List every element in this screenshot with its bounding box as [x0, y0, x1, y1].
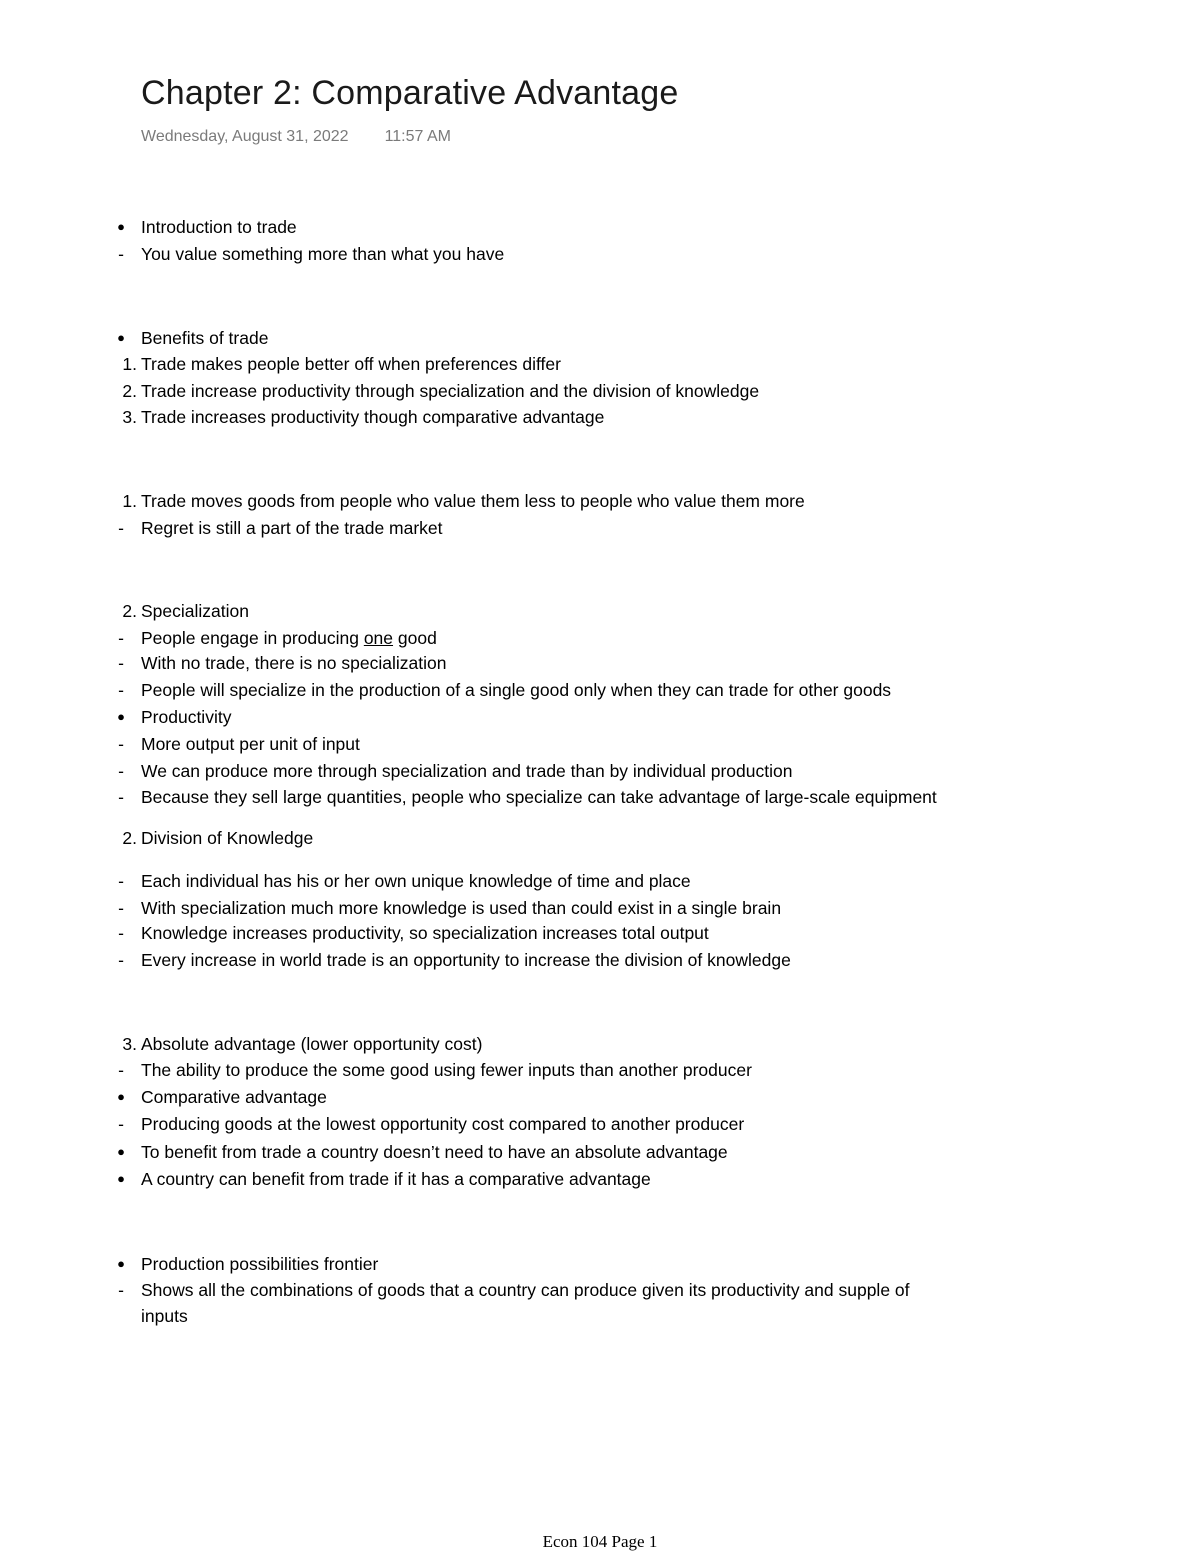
dash-marker: - [118, 680, 124, 700]
note-text: Trade increases productivity though comparative advantage [141, 407, 605, 427]
dash-marker: - [118, 923, 124, 943]
note-line [117, 327, 269, 349]
note-text: Regret is still a part of the trade market [141, 518, 443, 538]
dash-marker: - [118, 628, 124, 648]
note-text: good [393, 628, 437, 648]
note-line [118, 627, 437, 649]
dash-marker: - [118, 950, 124, 970]
note-text: Producing goods at the lowest opportunity cost compared to another producer [141, 1114, 745, 1134]
note-text: Trade increase productivity through specialization and the division of knowledge [141, 381, 760, 401]
dash-marker: - [118, 518, 124, 538]
note-text: Introduction to trade [141, 217, 297, 237]
note-line [118, 243, 505, 265]
note-text: Comparative advantage [141, 1087, 327, 1107]
note-line [117, 216, 297, 238]
note-line [118, 1059, 752, 1081]
dash-marker: - [118, 1280, 124, 1300]
list-number: 1. [122, 491, 137, 511]
page-footer: Econ 104 Page 1 [542, 1532, 658, 1551]
note-text: Production possibilities frontier [141, 1254, 379, 1274]
note-text: Productivity [141, 707, 232, 727]
note-text: You value something more than what you have [141, 244, 505, 264]
note-line [118, 786, 937, 808]
dash-marker: - [118, 898, 124, 918]
page-title: Chapter 2: Comparative Advantage [141, 74, 679, 112]
note-line [141, 1305, 188, 1327]
list-number: 2. [122, 828, 137, 848]
note-line [118, 1113, 745, 1135]
note-text: To benefit from trade a country doesn’t need to have an absolute advantage [141, 1142, 728, 1162]
dash-marker: - [118, 734, 124, 754]
note-text: More output per unit of input [141, 734, 360, 754]
dash-marker: - [118, 244, 124, 264]
list-number: 2. [122, 381, 137, 401]
note-text: With specialization much more knowledge is used than could exist in a single brain [141, 898, 782, 918]
note-line [118, 1279, 910, 1301]
dash-marker: - [118, 653, 124, 673]
note-line [122, 353, 561, 375]
note-line [118, 652, 447, 674]
note-line [117, 1253, 379, 1275]
note-text: We can produce more through specialization and trade than by individual production [141, 761, 793, 781]
note-time: 11:57 AM [384, 128, 451, 145]
note-line [118, 679, 892, 701]
note-text: Absolute advantage (lower opportunity cost) [141, 1034, 483, 1054]
note-text: inputs [141, 1306, 188, 1326]
dash-marker: - [118, 761, 124, 781]
note-text: Division of Knowledge [141, 828, 314, 848]
note-text: The ability to produce the some good using fewer inputs than another producer [141, 1060, 752, 1080]
note-line [117, 1141, 728, 1163]
note-text: Knowledge increases productivity, so specialization increases total output [141, 923, 709, 943]
bullet-icon: ● [117, 1171, 125, 1186]
note-line [118, 760, 793, 782]
note-text: People will specialize in the production of a single good only when they can trade for other goods [141, 680, 892, 700]
note-line [122, 490, 805, 512]
note-text: Benefits of trade [141, 328, 269, 348]
note-text: A country can benefit from trade if it has a comparative advantage [141, 1169, 651, 1189]
note-line [118, 517, 443, 539]
bullet-icon: ● [117, 1089, 125, 1104]
dash-marker: - [118, 871, 124, 891]
note-line [122, 406, 605, 428]
note-line [122, 380, 760, 402]
note-text: With no trade, there is no specialization [141, 653, 447, 673]
note-text: People engage in producing [141, 628, 364, 648]
note-text: Trade makes people better off when preferences differ [141, 354, 561, 374]
note-text: Shows all the combinations of goods that a country can produce given its productivity and supple of [141, 1280, 910, 1300]
list-number: 2. [122, 601, 137, 621]
note-date: Wednesday, August 31, 2022 [141, 128, 349, 145]
note-line [118, 897, 782, 919]
dash-marker: - [118, 1114, 124, 1134]
note-text: Because they sell large quantities, people who specialize can take advantage of large-scale equipment [141, 787, 937, 807]
bullet-icon: ● [117, 1256, 125, 1271]
page-metadata [141, 128, 451, 146]
list-number: 3. [122, 407, 137, 427]
bullet-icon: ● [117, 1144, 125, 1159]
note-text: Each individual has his or her own unique knowledge of time and place [141, 871, 691, 891]
note-line [122, 827, 314, 849]
note-line [122, 600, 249, 622]
list-number: 1. [122, 354, 137, 374]
note-line [122, 1033, 483, 1055]
note-line [118, 733, 360, 755]
dash-marker: - [118, 1060, 124, 1080]
note-line [117, 1168, 651, 1190]
note-text: Every increase in world trade is an opportunity to increase the division of knowledge [141, 950, 791, 970]
bullet-icon: ● [117, 709, 125, 724]
note-text: Trade moves goods from people who value them less to people who value them more [141, 491, 805, 511]
note-text: Specialization [141, 601, 249, 621]
underlined-text: one [363, 628, 394, 648]
note-line [118, 870, 691, 892]
note-line [118, 922, 709, 944]
bullet-icon: ● [117, 330, 125, 345]
note-line [117, 1086, 327, 1108]
note-line [117, 706, 232, 728]
bullet-icon: ● [117, 219, 125, 234]
list-number: 3. [122, 1034, 137, 1054]
dash-marker: - [118, 787, 124, 807]
note-line [118, 949, 791, 971]
